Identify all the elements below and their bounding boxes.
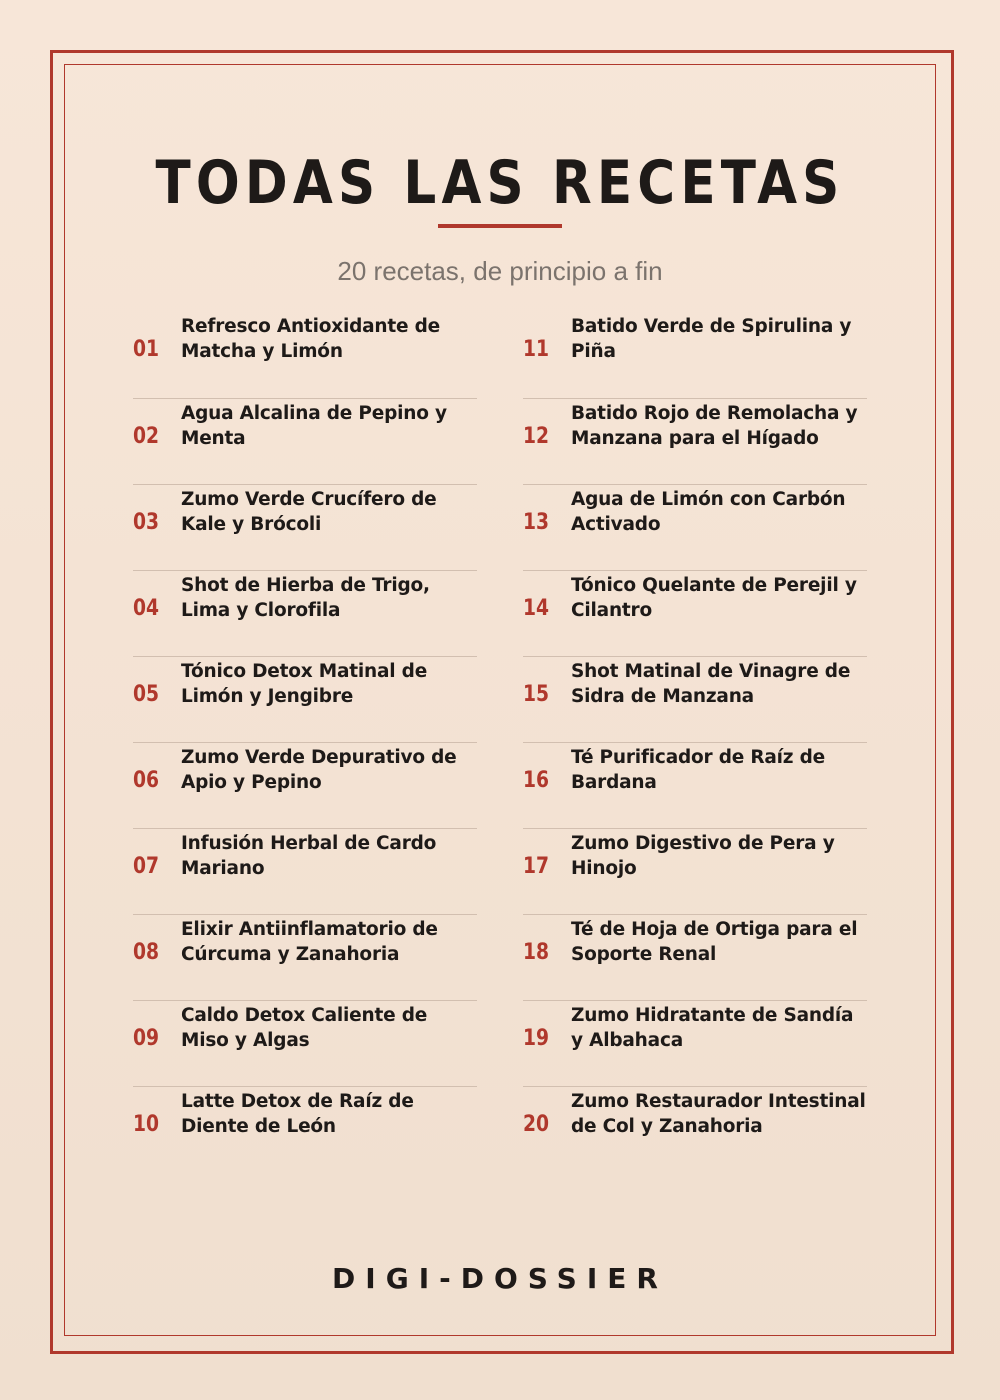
recipe-number: 04 xyxy=(133,596,160,621)
recipe-number: 05 xyxy=(133,682,160,707)
recipe-name: Caldo Detox Caliente de Miso y Algas xyxy=(181,1005,428,1051)
recipe-item xyxy=(133,312,477,398)
recipe-number: 18 xyxy=(523,940,550,965)
title-underline xyxy=(438,224,562,228)
recipe-number: 10 xyxy=(133,1112,160,1137)
recipe-number: 19 xyxy=(523,1026,550,1051)
recipe-number: 09 xyxy=(133,1026,160,1051)
recipe-item xyxy=(133,484,477,570)
recipe-number: 14 xyxy=(523,596,550,621)
recipe-name: Té de Hoja de Ortiga para el Soporte Renal xyxy=(571,919,858,965)
recipe-name: Infusión Herbal de Cardo Mariano xyxy=(181,833,437,879)
recipe-item xyxy=(523,398,867,484)
recipe-name: Zumo Digestivo de Pera y Hinojo xyxy=(571,833,835,879)
recipe-number: 08 xyxy=(133,940,160,965)
recipe-name: Refresco Antioxidante de Matcha y Limón xyxy=(181,316,441,362)
recipe-item xyxy=(133,1000,477,1086)
recipe-number: 13 xyxy=(523,510,550,535)
recipe-item xyxy=(523,914,867,1000)
recipe-item xyxy=(133,398,477,484)
recipe-list-right xyxy=(523,312,867,1172)
page-subtitle: 20 recetas, de principio a fin xyxy=(337,256,663,286)
recipe-name: Elixir Antiinflamatorio de Cúrcuma y Zanahoria xyxy=(181,919,438,965)
recipe-name: Té Purificador de Raíz de Bardana xyxy=(571,747,826,793)
recipe-name: Latte Detox de Raíz de Diente de León xyxy=(181,1091,414,1137)
recipe-number: 16 xyxy=(523,768,550,793)
brand-footer: DIGI-DOSSIER xyxy=(332,1262,668,1295)
recipe-number: 17 xyxy=(523,854,550,879)
recipe-number: 15 xyxy=(523,682,550,707)
recipe-name: Tónico Quelante de Perejil y Cilantro xyxy=(571,575,857,621)
recipe-number: 02 xyxy=(133,424,160,449)
recipe-name: Zumo Verde Crucífero de Kale y Brócoli xyxy=(181,489,437,535)
recipe-item xyxy=(523,1086,867,1172)
recipe-item xyxy=(523,570,867,656)
recipe-name: Shot Matinal de Vinagre de Sidra de Manzana xyxy=(571,661,851,707)
page-title: TODAS LAS RECETAS xyxy=(155,148,845,218)
recipe-number: 06 xyxy=(133,768,160,793)
recipe-item xyxy=(523,1000,867,1086)
recipe-item xyxy=(133,1086,477,1172)
recipe-item xyxy=(523,828,867,914)
recipe-item xyxy=(523,656,867,742)
recipe-item xyxy=(133,828,477,914)
recipe-name: Agua Alcalina de Pepino y Menta xyxy=(181,403,447,449)
recipe-name: Zumo Verde Depurativo de Apio y Pepino xyxy=(181,747,457,793)
recipe-name: Agua de Limón con Carbón Activado xyxy=(571,489,846,535)
recipe-name: Zumo Hidratante de Sandía y Albahaca xyxy=(571,1005,854,1051)
recipe-item xyxy=(523,484,867,570)
recipe-number: 03 xyxy=(133,510,160,535)
recipe-item xyxy=(133,656,477,742)
recipe-name: Batido Rojo de Remolacha y Manzana para el Hígado xyxy=(571,403,858,449)
recipe-item xyxy=(133,742,477,828)
recipe-list-left xyxy=(133,312,477,1172)
recipe-number: 12 xyxy=(523,424,550,449)
recipe-item xyxy=(523,312,867,398)
recipe-item xyxy=(523,742,867,828)
recipe-name: Zumo Restaurador Intestinal de Col y Zanahoria xyxy=(571,1091,866,1137)
recipe-number: 07 xyxy=(133,854,160,879)
recipe-number: 20 xyxy=(523,1112,550,1137)
recipe-name: Tónico Detox Matinal de Limón y Jengibre xyxy=(181,661,428,707)
recipe-name: Batido Verde de Spirulina y Piña xyxy=(571,316,852,362)
recipe-number: 01 xyxy=(133,337,160,362)
recipe-item xyxy=(133,570,477,656)
recipe-name: Shot de Hierba de Trigo, Lima y Clorofila xyxy=(181,575,430,621)
recipe-number: 11 xyxy=(523,337,550,362)
recipe-item xyxy=(133,914,477,1000)
